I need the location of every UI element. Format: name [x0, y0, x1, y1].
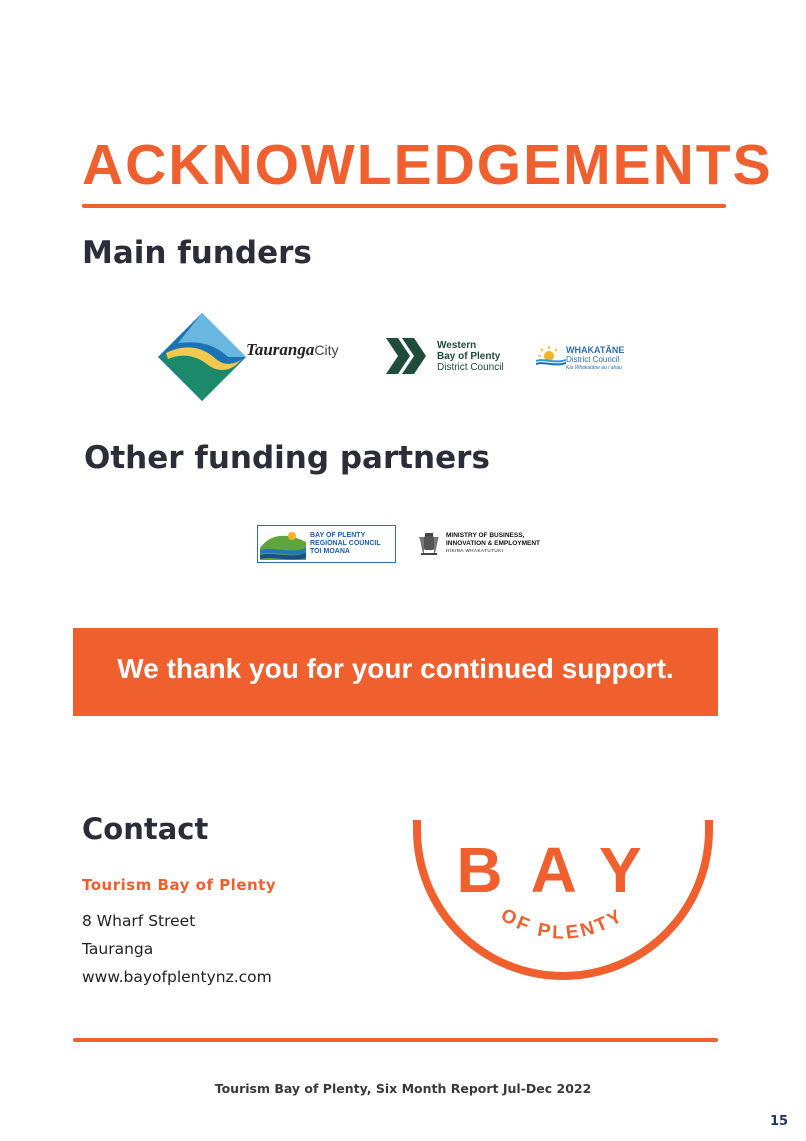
page-title: ACKNOWLEDGEMENTS	[82, 133, 773, 197]
svg-text:OF PLENTY	[497, 905, 628, 944]
address-city: Tauranga	[82, 940, 154, 958]
bop-logo-word-bay: BAY	[456, 834, 670, 906]
western-bop-chevron-icon	[386, 336, 434, 376]
title-divider	[82, 204, 726, 208]
organization-name: Tourism Bay of Plenty	[82, 876, 277, 894]
boprc-logo-text: BAY OF PLENTY REGIONAL COUNCIL TOI MOANA	[310, 532, 381, 555]
main-funders-heading: Main funders	[82, 235, 312, 271]
page-number: 15	[770, 1114, 789, 1129]
tauranga-logo-text: TaurangaCity	[246, 340, 339, 359]
mbie-logo-text: MINISTRY OF BUSINESS, INNOVATION & EMPLOYMENT HĪKINA WHAKATUTUKI	[446, 532, 541, 553]
website-link[interactable]: www.bayofplentynz.com	[82, 968, 272, 986]
whakatane-sun-icon	[536, 344, 566, 366]
western-bop-logo-text: Western Bay of Plenty District Council	[437, 340, 504, 373]
whakatane-logo-text: WHAKATĀNE District Council Kia Whakatāne au i ahau	[566, 345, 625, 371]
other-funders-heading: Other funding partners	[84, 440, 490, 476]
report-footer: Tourism Bay of Plenty, Six Month Report Jul-Dec 2022	[214, 1081, 592, 1096]
nz-coat-of-arms-icon	[416, 531, 442, 557]
footer-divider	[73, 1038, 718, 1042]
contact-heading: Contact	[82, 812, 209, 846]
thank-you-text: We thank you for your continued support.	[117, 653, 674, 684]
bay-of-plenty-logo	[405, 820, 721, 986]
bop-logo-word-plenty: OF PLENTY	[497, 904, 628, 944]
boprc-landscape-icon	[260, 528, 306, 560]
address-street: 8 Wharf Street	[82, 912, 196, 930]
